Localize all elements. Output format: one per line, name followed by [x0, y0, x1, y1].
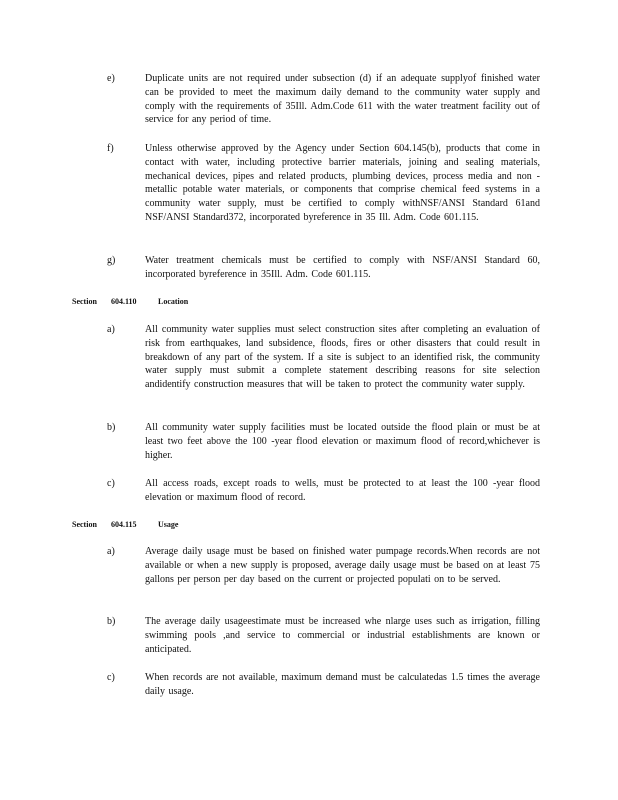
item-text: When records are not available, maximum demand must be calculatedas 1.5 times the average daily usage. [145, 672, 540, 697]
item-marker: b) [107, 616, 116, 627]
item-text: The average daily usageestimate must be increased whe nlarge uses such as irrigation, filling swimming pools ,and service to commercial or industrial establishments are known or anticipated. [145, 616, 540, 655]
item-text: Average daily usage must be based on finished water pumpage records.When records are not available or when a new supply is proposed, average daily usage must be based on at least 75 gallons per person per day based on the current or projected populati on to be served. [145, 546, 540, 585]
section-number: 604.110 [111, 297, 137, 306]
item-text: Water treatment chemicals must be certified to comply with NSF/ANSI Standard 60, incorporated byreference in 35Ill. Adm. Code 601.115. [145, 255, 540, 280]
section-label: Section [72, 520, 97, 529]
item-marker: b) [107, 422, 116, 433]
item-marker: g) [107, 255, 116, 266]
item-marker: c) [107, 672, 115, 683]
section-label: Section [72, 297, 97, 306]
item-marker: c) [107, 478, 115, 489]
item-text: All community water supply facilities must be located outside the flood plain or must be at least two feet above the 100 -year flood elevation or maximum flood of record,whichever is higher. [145, 422, 540, 461]
item-marker: f) [107, 143, 114, 154]
section-number: 604.115 [111, 520, 137, 529]
item-marker: a) [107, 324, 115, 335]
item-marker: a) [107, 546, 115, 557]
item-text: All access roads, except roads to wells, must be protected to at least the 100 -year flood elevation or maximum flood of record. [145, 478, 540, 503]
item-text: Duplicate units are not required under subsection (d) if an adequate supplyof finished water can be provided to meet the maximum daily demand to the community water supply and comply with the requirements of 35Ill. Adm.Code 611 with the water treatment facility out of service for any period of time. [145, 73, 540, 126]
item-marker: e) [107, 73, 115, 84]
item-text: All community water supplies must select construction sites after completing an evaluation of risk from earthquakes, land subsidence, floods, fires or other disasters that could result in breakdown of any part of the system. If a site is subject to an identified risk, the community water supply must submit a complete statement describing reasons for site selection andidentify construction measures that will be taken to protect the community water supply. [145, 324, 540, 391]
item-text: Unless otherwise approved by the Agency under Section 604.145(b), products that come in contact with water, including protective barrier materials, joining and sealing materials, mechanical devices, pipes and related products, plumbing devices, process media and non -metallic potable water materials, or components that comprise chemical feed systems in a community water supply, must be certified to comply withNSF/ANSI Standard 61and NSF/ANSI Standard372, incorporated byreference in 35 Ill. Adm. Code 601.115. [145, 143, 540, 223]
section-title: Location [158, 297, 189, 306]
section-title: Usage [158, 520, 179, 529]
